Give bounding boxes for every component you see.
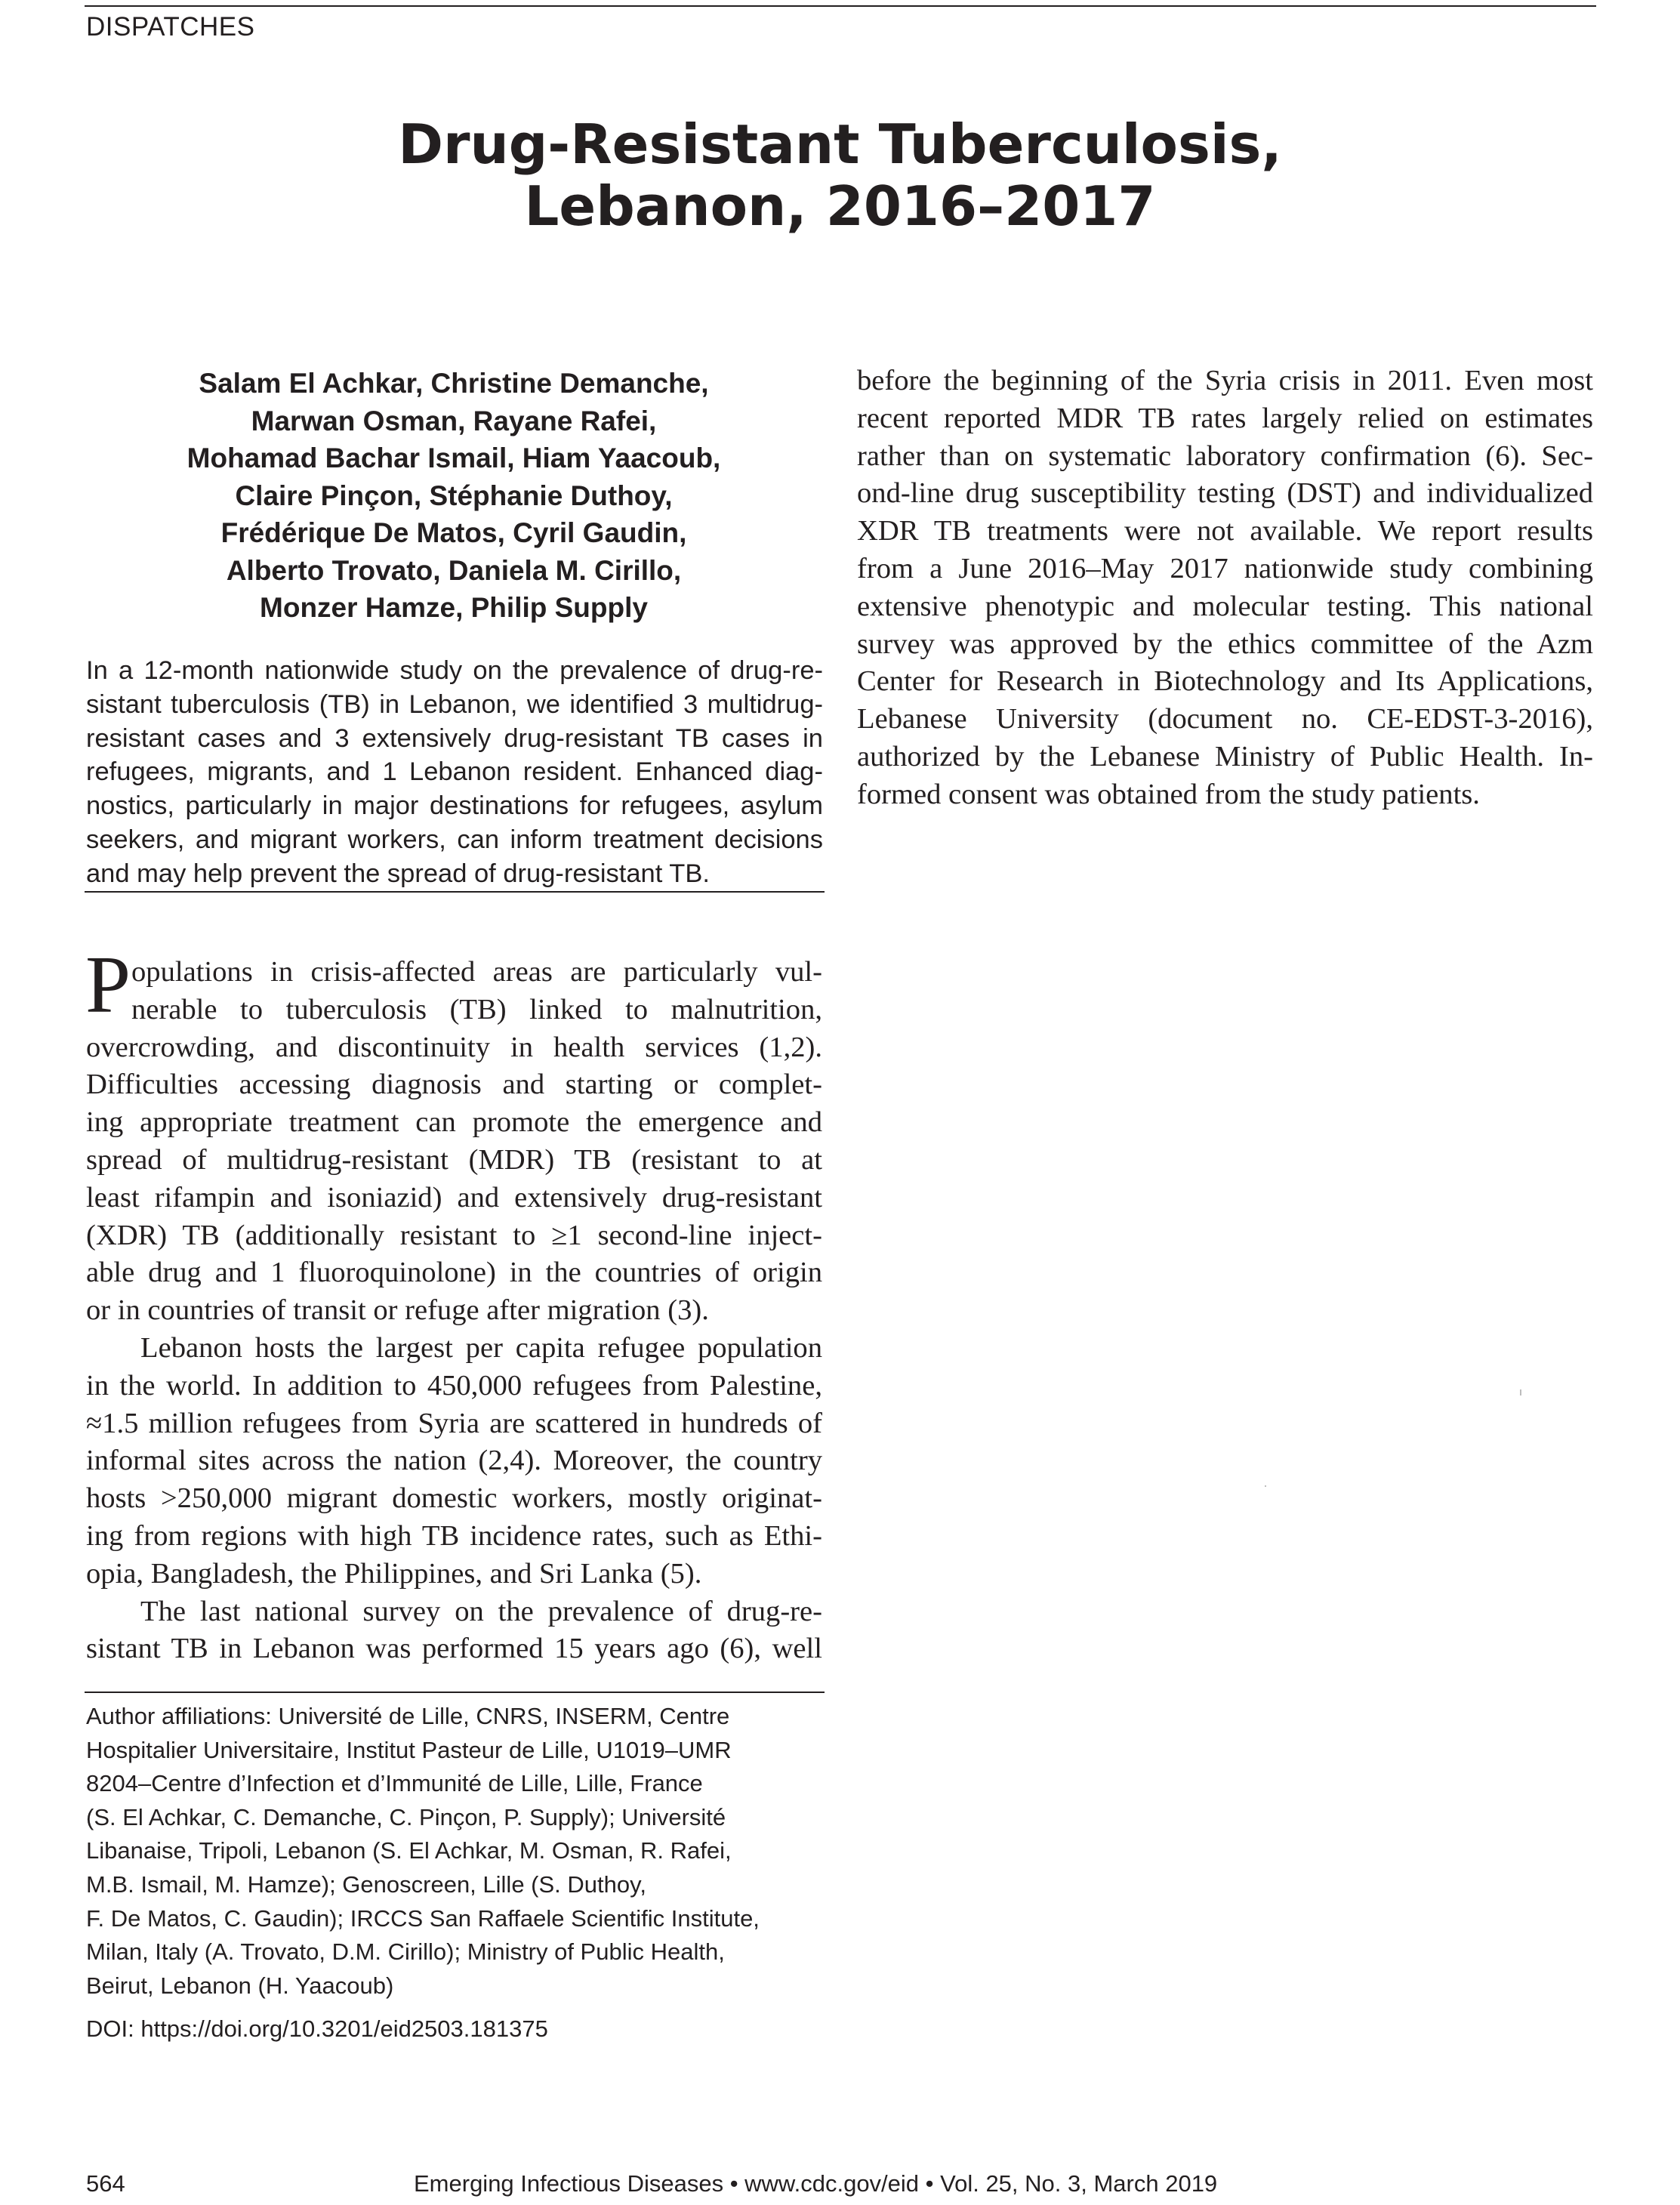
body-line: in the world. In addition to 450,000 refugees from Palestine,	[86, 1369, 822, 1402]
affiliations-rule	[85, 1692, 825, 1693]
scan-speck	[1520, 1389, 1521, 1395]
body-line: ing from regions with high TB incidence rates, such as Ethi-	[86, 1519, 822, 1552]
body-line: The last national survey on the prevalence of drug-re-	[140, 1595, 822, 1627]
body-line: nerable to tuberculosis (TB) linked to malnutrition,	[131, 993, 822, 1025]
affiliation-line: F. De Matos, C. Gaudin); IRCCS San Raffaele Scientific Institute,	[86, 1904, 760, 1932]
body-line: before the beginning of the Syria crisis in 2011. Even most	[857, 365, 1593, 396]
page-number: 564	[86, 2170, 125, 2197]
body-line: Lebanese University (document no. CE-EDST-3-2016),	[857, 703, 1593, 736]
body-line: Difficulties accessing diagnosis and starting or complet-	[86, 1069, 822, 1101]
body-line: sistant TB in Lebanon was performed 15 years ago (6), well	[86, 1633, 822, 1665]
body-line: spread of multidrug-resistant (MDR) TB (resistant to at	[86, 1143, 822, 1176]
body-line: able drug and 1 fluoroquinolone) in the countries of origin	[86, 1257, 822, 1289]
affiliation-line: Author affiliations: Université de Lille, CNRS, INSERM, Centre	[86, 1703, 730, 1729]
abstract-line: refugees, migrants, and 1 Lebanon resident. Enhanced diag-	[86, 757, 823, 787]
body-line: overcrowding, and discontinuity in health services (1,2).	[86, 1031, 822, 1063]
body-column-right	[857, 362, 1593, 814]
author-line: Mohamad Bachar Ismail, Hiam Yaacoub,	[186, 443, 721, 473]
abstract-line: nostics, particularly in major destinations for refugees, asylum	[86, 791, 823, 821]
author-line: Marwan Osman, Rayane Rafei,	[251, 405, 657, 436]
top-rule	[85, 5, 1596, 7]
abstract-line: resistant cases and 3 extensively drug-resistant TB cases in	[86, 723, 823, 753]
section-label: DISPATCHES	[86, 12, 255, 42]
body-line: from a June 2016–May 2017 nationwide study combining	[857, 552, 1593, 584]
body-line: least rifampin and isoniazid) and extensively drug-resistant	[86, 1181, 822, 1214]
body-line: ond-line drug susceptibility testing (DST) and individualized	[857, 477, 1593, 510]
title-line: Drug-Resistant Tuberculosis,	[398, 113, 1282, 176]
scan-speck	[1265, 1485, 1266, 1487]
body-line: authorized by the Lebanese Ministry of Public Health. In-	[857, 740, 1593, 773]
affiliation-line: Libanaise, Tripoli, Lebanon (S. El Achkar, M. Osman, R. Rafei,	[86, 1837, 732, 1864]
author-line: Monzer Hamze, Philip Supply	[260, 592, 648, 623]
doi-link[interactable]: DOI: https://doi.org/10.3201/eid2503.181375	[86, 2015, 548, 2042]
journal-footer: Emerging Infectious Diseases • www.cdc.gov/eid • Vol. 25, No. 3, March 2019	[414, 2170, 1218, 2197]
body-line: (XDR) TB (additionally resistant to ≥1 second-line inject-	[86, 1219, 822, 1251]
author-line: Frédérique De Matos, Cyril Gaudin,	[220, 517, 687, 548]
affiliation-line: M.B. Ismail, M. Hamze); Genoscreen, Lille (S. Duthoy,	[86, 1870, 646, 1898]
abstract-line: seekers, and migrant workers, can inform treatment decisions	[86, 825, 823, 854]
author-line: Alberto Trovato, Daniela M. Cirillo,	[226, 554, 682, 586]
abstract-rule	[85, 891, 825, 893]
abstract-line: and may help prevent the spread of drug-resistant TB.	[86, 859, 710, 888]
drop-cap: P	[85, 940, 131, 1030]
affiliation-line: Milan, Italy (A. Trovato, D.M. Cirillo); Ministry of Public Health,	[86, 1938, 725, 1966]
author-line: Salam El Achkar, Christine Demanche,	[199, 368, 709, 399]
author-list	[87, 365, 821, 627]
body-line: opulations in crisis-affected areas are particularly vul-	[131, 956, 822, 988]
body-line: hosts >250,000 migrant domestic workers, mostly originat-	[86, 1482, 822, 1515]
body-line: ≈1.5 million refugees from Syria are scattered in hundreds of	[86, 1407, 822, 1439]
body-line: formed consent was obtained from the study patients.	[857, 778, 1480, 810]
abstract	[86, 654, 823, 891]
affiliation-line: (S. El Achkar, C. Demanche, C. Pinçon, P. Supply); Université	[86, 1803, 726, 1830]
abstract-line: In a 12-month nationwide study on the prevalence of drug-re-	[86, 656, 823, 685]
body-line: recent reported MDR TB rates largely relied on estimates	[857, 402, 1593, 434]
article-title	[151, 113, 1529, 237]
affiliation-line: Beirut, Lebanon (H. Yaacoub)	[86, 1972, 394, 1999]
body-line: informal sites across the nation (2,4). Moreover, the country	[86, 1445, 822, 1477]
affiliation-line: 8204–Centre d’Infection et d’Immunité de Lille, Lille, France	[86, 1770, 703, 1797]
affiliation-line: Hospitalier Universitaire, Institut Pasteur de Lille, U1019–UMR	[86, 1736, 732, 1763]
body-line: Lebanon hosts the largest per capita refugee population	[140, 1331, 822, 1364]
body-line: rather than on systematic laboratory confirmation (6). Sec-	[857, 439, 1593, 472]
body-line: or in countries of transit or refuge after migration (3).	[86, 1294, 709, 1327]
title-line: Lebanon, 2016–2017	[524, 174, 1156, 238]
author-affiliations	[86, 1700, 826, 2003]
body-line: survey was approved by the ethics committee of the Azm	[857, 628, 1593, 660]
body-line: ing appropriate treatment can promote the emergence and	[86, 1106, 822, 1139]
abstract-line: sistant tuberculosis (TB) in Lebanon, we identified 3 multidrug-	[86, 689, 823, 719]
body-line: Center for Research in Biotechnology and Its Applications,	[857, 665, 1593, 698]
body-line: opia, Bangladesh, the Philippines, and Sri Lanka (5).	[86, 1557, 702, 1590]
body-line: extensive phenotypic and molecular testing. This national	[857, 590, 1593, 622]
body-column-left	[86, 954, 822, 1668]
author-line: Claire Pinçon, Stéphanie Duthoy,	[235, 480, 673, 511]
body-line: XDR TB treatments were not available. We report results	[857, 515, 1593, 547]
